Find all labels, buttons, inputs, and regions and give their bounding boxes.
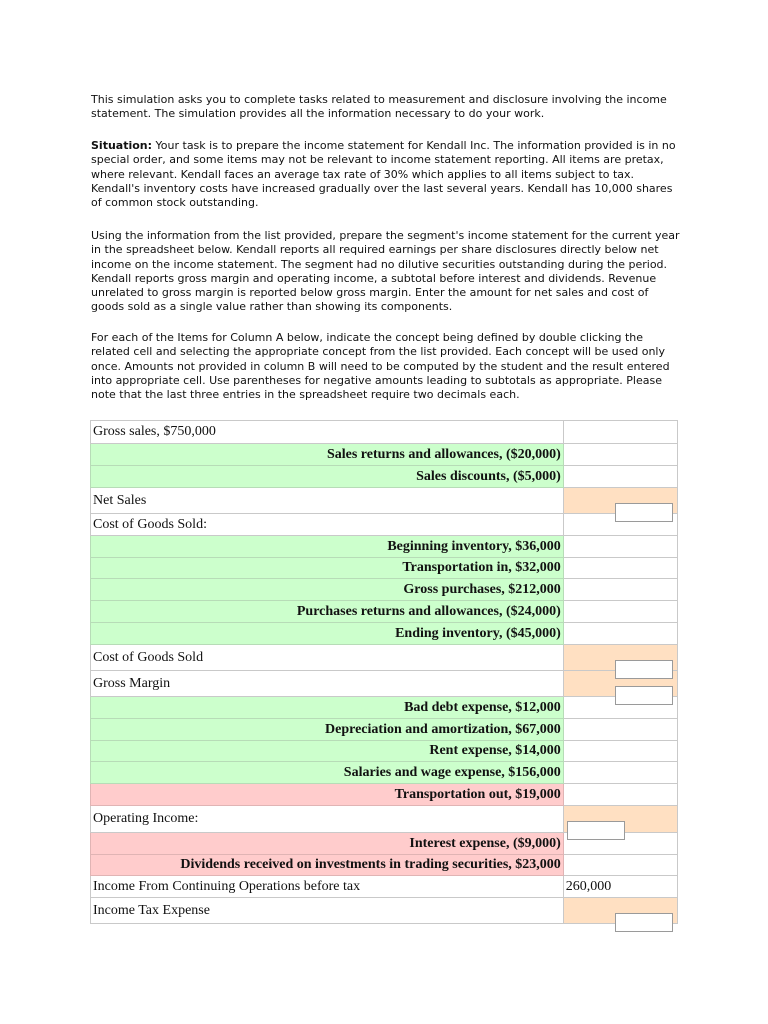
- row-value-salaries[interactable]: [563, 762, 677, 784]
- row-value-continuing-ops[interactable]: 260,000: [563, 876, 677, 898]
- intro-paragraph: This simulation asks you to complete tasks related to measurement and disclosure involving the income statement. The simulation provides all the information necessary to do your work.: [91, 93, 667, 121]
- row-label-interest-expense[interactable]: Interest expense, ($9,000): [91, 833, 564, 855]
- table-row: [91, 671, 678, 697]
- table-row: [91, 466, 678, 488]
- row-label-depreciation[interactable]: Depreciation and amortization, $67,000: [91, 719, 564, 741]
- table-row: [91, 579, 678, 601]
- table-row: [91, 741, 678, 762]
- situation-paragraph: [91, 139, 683, 210]
- row-value-net-sales: [563, 488, 677, 514]
- table-row: [91, 719, 678, 741]
- row-label-income-tax[interactable]: Income Tax Expense: [91, 898, 564, 924]
- row-label-net-sales[interactable]: Net Sales: [91, 488, 564, 514]
- gross-margin-input[interactable]: [615, 686, 673, 705]
- table-row: [91, 762, 678, 784]
- row-label-cogs-heading[interactable]: Cost of Goods Sold:: [91, 514, 564, 536]
- row-label-salaries[interactable]: Salaries and wage expense, $156,000: [91, 762, 564, 784]
- table-row: [91, 558, 678, 579]
- table-row: [91, 421, 678, 444]
- net-sales-input[interactable]: [615, 503, 673, 522]
- row-value-ending-inventory[interactable]: [563, 623, 677, 645]
- row-label-transportation-out[interactable]: Transportation out, $19,000: [91, 784, 564, 806]
- table-row: [91, 488, 678, 514]
- row-label-continuing-ops[interactable]: Income From Continuing Operations before tax: [91, 876, 564, 898]
- table-row: [91, 806, 678, 833]
- row-label-ending-inventory[interactable]: Ending inventory, ($45,000): [91, 623, 564, 645]
- table-row: [91, 898, 678, 924]
- table-row: [91, 514, 678, 536]
- row-label-operating-income[interactable]: Operating Income:: [91, 806, 564, 833]
- table-row: [91, 536, 678, 558]
- row-value-gross-sales[interactable]: [563, 421, 677, 444]
- income-statement-spreadsheet: [90, 420, 678, 924]
- cogs-input[interactable]: [615, 660, 673, 679]
- row-label-gross-margin[interactable]: Gross Margin: [91, 671, 564, 697]
- row-value-sales-returns[interactable]: [563, 444, 677, 466]
- row-label-transportation-in[interactable]: Transportation in, $32,000: [91, 558, 564, 579]
- row-value-purchases-returns[interactable]: [563, 601, 677, 623]
- row-value-transportation-out[interactable]: [563, 784, 677, 806]
- row-value-beginning-inventory[interactable]: [563, 536, 677, 558]
- table-row: [91, 876, 678, 898]
- row-label-bad-debt[interactable]: Bad debt expense, $12,000: [91, 697, 564, 719]
- row-value-depreciation[interactable]: [563, 719, 677, 741]
- table-row: [91, 784, 678, 806]
- table-row: [91, 697, 678, 719]
- row-label-dividends[interactable]: Dividends received on investments in trading securities, $23,000: [91, 855, 564, 876]
- row-label-purchases-returns[interactable]: Purchases returns and allowances, ($24,000): [91, 601, 564, 623]
- row-label-cogs-total[interactable]: Cost of Goods Sold: [91, 645, 564, 671]
- table-row: [91, 645, 678, 671]
- row-value-operating-income: [563, 806, 677, 833]
- situation-text: Your task is to prepare the income statement for Kendall Inc. The information provided is in no special order, and some items may not be relevant to income statement reporting. All items are pretax, where relevant. Kendall faces an average tax rate of 30% which applies to all items subject to tax. Kendall's inventory costs have increased gradually over the last several years. Kendall has 10,000 shares of common stock outstanding.: [91, 139, 676, 210]
- row-value-sales-discounts[interactable]: [563, 466, 677, 488]
- row-value-rent[interactable]: [563, 741, 677, 762]
- table-row: [91, 855, 678, 876]
- row-value-income-tax: [563, 898, 677, 924]
- operating-income-input[interactable]: [567, 821, 625, 840]
- row-value-transportation-in[interactable]: [563, 558, 677, 579]
- instructions-paragraph: Using the information from the list provided, prepare the segment's income statement for the current year in the spreadsheet below. Kendall reports all required earnings per share disclosures directly below net income on the income statement. The segment had no dilutive securities outstanding during the period. Kendall reports gross margin and operating income, a subtotal before interest and dividends. Revenue unrelated to gross margin is reported below gross margin. Enter the amount for net sales and cost of goods sold as a single value rather than showing its components.: [91, 229, 680, 314]
- row-label-gross-sales[interactable]: Gross sales, $750,000: [91, 421, 564, 444]
- row-label-beginning-inventory[interactable]: Beginning inventory, $36,000: [91, 536, 564, 558]
- column-instructions-paragraph: For each of the Items for Column A below, indicate the concept being defined by double clicking the related cell and selecting the appropriate concept from the list provided. Each concept will be used only once. Amounts not provided in column B will need to be computed by the student and the result entered into appropriate cell. Use parentheses for negative amounts leading to subtotals as appropriate. Please note that the last three entries in the spreadsheet require two decimals each.: [91, 331, 670, 402]
- row-value-cogs-total: [563, 645, 677, 671]
- table-row: [91, 623, 678, 645]
- row-value-gross-purchases[interactable]: [563, 579, 677, 601]
- row-label-sales-returns[interactable]: Sales returns and allowances, ($20,000): [91, 444, 564, 466]
- row-label-rent[interactable]: Rent expense, $14,000: [91, 741, 564, 762]
- row-label-gross-purchases[interactable]: Gross purchases, $212,000: [91, 579, 564, 601]
- row-label-sales-discounts[interactable]: Sales discounts, ($5,000): [91, 466, 564, 488]
- income-tax-input[interactable]: [615, 913, 673, 932]
- table-row: [91, 444, 678, 466]
- table-row: [91, 601, 678, 623]
- row-value-dividends[interactable]: [563, 855, 677, 876]
- situation-label: Situation:: [91, 139, 153, 152]
